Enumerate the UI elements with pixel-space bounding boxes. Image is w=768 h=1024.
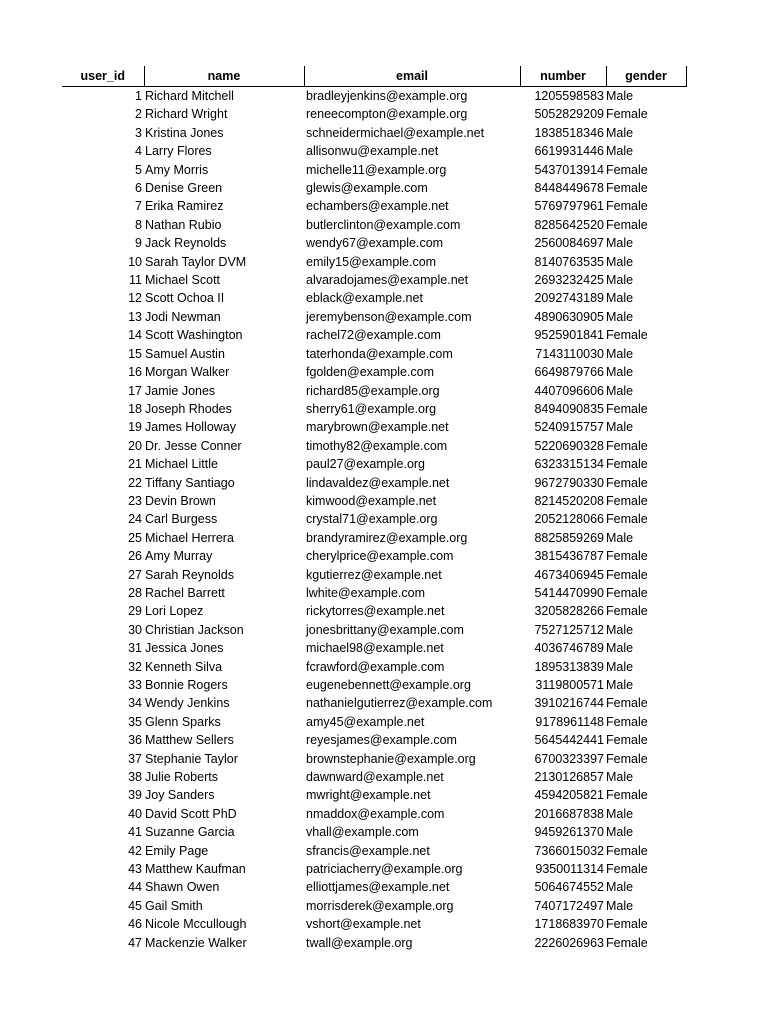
table-row <box>62 455 686 473</box>
cell-name: Nicole Mccullough <box>145 917 247 932</box>
cell-gender: Male <box>606 291 634 306</box>
cell-email: michelle11@example.org <box>306 162 447 177</box>
cell-user-id: 15 <box>128 346 142 361</box>
cell-name: Denise Green <box>145 181 223 196</box>
cell-user-id: 32 <box>128 659 142 674</box>
cell-email: morrisderek@example.org <box>306 898 454 913</box>
cell-gender: Female <box>606 162 648 177</box>
table-row <box>62 363 686 381</box>
cell-name: Amy Morris <box>145 162 209 177</box>
cell-email: glewis@example.com <box>306 181 428 196</box>
cell-number: 2130126857 <box>534 770 604 785</box>
cell-user-id: 1 <box>135 89 142 103</box>
cell-gender: Female <box>606 751 648 766</box>
cell-user-id: 35 <box>128 714 142 729</box>
cell-number: 9178961148 <box>535 714 604 729</box>
cell-name: Michael Little <box>145 457 218 472</box>
table-row <box>62 474 686 492</box>
cell-name: Stephanie Taylor <box>145 751 238 766</box>
table-row <box>62 823 686 841</box>
cell-number: 5414470990 <box>534 585 604 600</box>
table-row <box>62 731 686 749</box>
cell-number: 7143110030 <box>535 346 604 361</box>
cell-user-id: 21 <box>128 457 142 472</box>
table-row <box>62 915 686 933</box>
cell-email: patriciacherry@example.org <box>306 862 463 877</box>
cell-name: Sarah Reynolds <box>145 567 234 582</box>
cell-gender: Male <box>606 806 634 821</box>
cell-user-id: 14 <box>128 328 142 343</box>
cell-number: 2226026963 <box>534 935 604 950</box>
cell-email: nmaddox@example.com <box>306 806 445 821</box>
cell-user-id: 42 <box>128 843 142 858</box>
table-row <box>62 842 686 860</box>
cell-email: mwright@example.net <box>306 788 431 803</box>
cell-name: Wendy Jenkins <box>145 696 230 711</box>
cell-name: Samuel Austin <box>145 346 225 361</box>
cell-number: 5645442441 <box>534 733 604 748</box>
cell-number: 8448449678 <box>534 181 604 196</box>
cell-name: Gail Smith <box>145 898 203 913</box>
cell-number: 7527125712 <box>534 622 604 637</box>
table-row <box>62 897 686 915</box>
cell-user-id: 24 <box>128 512 142 527</box>
user-table-container <box>62 66 686 952</box>
cell-user-id: 18 <box>128 401 142 416</box>
cell-user-id: 28 <box>128 585 142 600</box>
table-row <box>62 418 686 436</box>
cell-gender: Female <box>606 199 648 214</box>
cell-gender: Male <box>606 825 634 840</box>
table-row <box>62 510 686 528</box>
cell-number: 5064674552 <box>534 880 604 895</box>
table-row <box>62 345 686 363</box>
cell-gender: Female <box>606 438 648 453</box>
cell-name: Erika Ramirez <box>145 199 224 214</box>
table-row <box>62 87 686 106</box>
cell-email: crystal71@example.org <box>306 512 438 527</box>
cell-user-id: 26 <box>128 549 142 564</box>
cell-email: richard85@example.org <box>306 383 440 398</box>
cell-name: Carl Burgess <box>145 512 218 527</box>
cell-name: Dr. Jesse Conner <box>145 438 242 453</box>
cell-user-id: 6 <box>135 181 142 196</box>
cell-user-id: 46 <box>128 917 142 932</box>
cell-gender: Female <box>606 696 648 711</box>
table-row <box>62 271 686 289</box>
cell-name: Scott Washington <box>145 328 243 343</box>
cell-name: Matthew Sellers <box>145 733 234 748</box>
cell-number: 7366015032 <box>534 843 604 858</box>
cell-number: 2052128066 <box>534 512 604 527</box>
cell-number: 3815436787 <box>534 549 604 564</box>
cell-email: echambers@example.net <box>306 199 449 214</box>
cell-user-id: 9 <box>135 236 142 251</box>
cell-number: 3910216744 <box>534 696 604 711</box>
table-row <box>62 584 686 602</box>
cell-gender: Female <box>606 567 648 582</box>
cell-number: 2092743189 <box>534 291 604 306</box>
column-header-name: name <box>144 66 304 87</box>
table-row <box>62 161 686 179</box>
cell-number: 9525901841 <box>534 328 604 343</box>
table-row <box>62 289 686 307</box>
cell-email: reyesjames@example.com <box>306 733 457 748</box>
column-header-user-id: user_id <box>62 66 144 87</box>
cell-email: timothy82@example.com <box>306 438 448 453</box>
table-row <box>62 529 686 547</box>
cell-user-id: 29 <box>128 604 142 619</box>
cell-user-id: 13 <box>128 309 142 324</box>
table-row <box>62 768 686 786</box>
cell-user-id: 16 <box>128 365 142 380</box>
cell-user-id: 5 <box>135 162 142 177</box>
cell-number: 1895313839 <box>534 659 604 674</box>
cell-name: Michael Scott <box>145 273 221 288</box>
cell-number: 6649879766 <box>534 365 604 380</box>
cell-name: Kenneth Silva <box>145 659 223 674</box>
cell-email: vshort@example.net <box>306 917 421 932</box>
cell-user-id: 45 <box>128 898 142 913</box>
cell-gender: Male <box>606 273 634 288</box>
cell-gender: Female <box>606 512 648 527</box>
cell-email: sfrancis@example.net <box>306 843 430 858</box>
table-row <box>62 437 686 455</box>
cell-gender: Female <box>606 788 648 803</box>
table-row <box>62 326 686 344</box>
cell-email: fcrawford@example.com <box>306 659 445 674</box>
cell-email: alvaradojames@example.net <box>306 273 469 288</box>
cell-email: nathanielgutierrez@example.com <box>306 696 493 711</box>
table-row <box>62 105 686 123</box>
cell-email: fgolden@example.com <box>306 365 435 380</box>
table-row <box>62 547 686 565</box>
cell-gender: Female <box>606 917 648 932</box>
cell-number: 8140763535 <box>534 254 604 269</box>
cell-gender: Male <box>606 678 634 692</box>
cell-name: Shawn Owen <box>145 880 220 895</box>
cell-user-id: 31 <box>128 641 142 656</box>
cell-number: 3205828266 <box>534 604 604 619</box>
table-row <box>62 234 686 252</box>
table-row <box>62 786 686 804</box>
cell-user-id: 27 <box>128 567 142 582</box>
cell-email: sherry61@example.org <box>306 401 437 416</box>
cell-user-id: 39 <box>128 788 142 803</box>
cell-number: 9350011314 <box>535 862 604 877</box>
cell-gender: Male <box>606 383 634 398</box>
cell-email: butlerclinton@example.com <box>306 217 461 232</box>
cell-number: 7407172497 <box>534 898 604 913</box>
cell-name: Matthew Kaufman <box>145 862 246 877</box>
cell-number: 9459261370 <box>534 825 604 840</box>
cell-email: eblack@example.net <box>306 291 423 306</box>
cell-email: michael98@example.net <box>306 641 444 656</box>
cell-user-id: 2 <box>135 107 142 122</box>
cell-name: Rachel Barrett <box>145 585 225 600</box>
cell-name: Suzanne Garcia <box>145 825 235 840</box>
table-row <box>62 308 686 326</box>
cell-email: schneidermichael@example.net <box>306 125 485 140</box>
cell-gender: Male <box>606 530 634 545</box>
cell-gender: Male <box>606 236 634 251</box>
cell-user-id: 44 <box>128 880 142 895</box>
table-row <box>62 492 686 510</box>
cell-number: 5052829209 <box>534 107 604 122</box>
cell-name: Jessica Jones <box>145 641 224 656</box>
cell-number: 6700323397 <box>534 751 604 766</box>
cell-gender: Female <box>606 862 648 877</box>
cell-user-id: 8 <box>135 217 142 232</box>
cell-name: Kristina Jones <box>145 125 224 140</box>
cell-email: cherylprice@example.com <box>306 549 454 564</box>
cell-email: allisonwu@example.net <box>306 144 439 159</box>
table-row <box>62 197 686 215</box>
cell-name: Bonnie Rogers <box>145 678 228 692</box>
cell-number: 2693232425 <box>534 273 604 288</box>
cell-gender: Female <box>606 843 648 858</box>
cell-number: 3119800571 <box>535 678 604 692</box>
table-row <box>62 713 686 731</box>
cell-email: kgutierrez@example.net <box>306 567 442 582</box>
table-row <box>62 621 686 639</box>
table-row <box>62 860 686 878</box>
cell-name: Emily Page <box>145 843 209 858</box>
cell-name: Larry Flores <box>145 144 212 159</box>
cell-email: elliottjames@example.net <box>306 880 450 895</box>
table-header <box>62 66 686 87</box>
cell-gender: Male <box>606 622 634 637</box>
cell-email: bradleyjenkins@example.org <box>306 89 468 103</box>
cell-name: Amy Murray <box>145 549 213 564</box>
cell-gender: Female <box>606 328 648 343</box>
cell-user-id: 7 <box>135 199 142 214</box>
cell-number: 2560084697 <box>534 236 604 251</box>
cell-email: jonesbrittany@example.com <box>306 622 464 637</box>
cell-number: 5220690328 <box>534 438 604 453</box>
cell-user-id: 36 <box>128 733 142 748</box>
cell-name: Mackenzie Walker <box>145 935 247 950</box>
cell-gender: Female <box>606 493 648 508</box>
cell-user-id: 17 <box>128 383 142 398</box>
cell-user-id: 33 <box>128 678 142 692</box>
cell-gender: Male <box>606 309 634 324</box>
cell-gender: Male <box>606 365 634 380</box>
cell-gender: Male <box>606 89 634 103</box>
cell-number: 1205598583 <box>534 89 604 103</box>
cell-user-id: 23 <box>128 493 142 508</box>
cell-gender: Male <box>606 770 634 785</box>
cell-gender: Male <box>606 125 634 140</box>
cell-name: Joy Sanders <box>145 788 215 803</box>
cell-email: twall@example.org <box>306 935 413 950</box>
cell-name: Richard Mitchell <box>145 89 234 103</box>
cell-number: 1718683970 <box>534 917 604 932</box>
cell-name: Julie Roberts <box>145 770 218 785</box>
cell-email: eugenebennett@example.org <box>306 678 471 692</box>
cell-email: brownstephanie@example.org <box>306 751 476 766</box>
cell-email: lindavaldez@example.net <box>306 475 450 490</box>
cell-name: Morgan Walker <box>145 365 230 380</box>
cell-email: rachel72@example.com <box>306 328 441 343</box>
table-row <box>62 639 686 657</box>
table-row <box>62 253 686 271</box>
cell-gender: Female <box>606 935 648 950</box>
cell-email: paul27@example.org <box>306 457 426 472</box>
cell-number: 6323315134 <box>534 457 604 472</box>
cell-number: 2016687838 <box>534 806 604 821</box>
cell-number: 5437013914 <box>534 162 604 177</box>
cell-gender: Female <box>606 217 648 232</box>
cell-name: Jodi Newman <box>145 309 221 324</box>
cell-gender: Female <box>606 733 648 748</box>
cell-gender: Female <box>606 475 648 490</box>
cell-number: 8285642520 <box>534 217 604 232</box>
cell-user-id: 25 <box>128 530 142 545</box>
cell-email: wendy67@example.com <box>306 236 444 251</box>
cell-number: 4673406945 <box>534 567 604 582</box>
cell-number: 8494090835 <box>534 401 604 416</box>
table-row <box>62 142 686 160</box>
header-row <box>62 66 686 87</box>
cell-name: Jack Reynolds <box>145 236 227 251</box>
cell-gender: Female <box>606 107 648 122</box>
cell-name: Sarah Taylor DVM <box>145 254 247 269</box>
user-table <box>62 66 687 952</box>
cell-email: brandyramirez@example.org <box>306 530 468 545</box>
cell-gender: Female <box>606 457 648 472</box>
cell-gender: Male <box>606 346 634 361</box>
cell-number: 8214520208 <box>534 493 604 508</box>
cell-name: Lori Lopez <box>145 604 204 619</box>
cell-user-id: 11 <box>129 273 142 288</box>
cell-gender: Female <box>606 714 648 729</box>
table-row <box>62 694 686 712</box>
column-header-number: number <box>520 66 606 87</box>
table-row <box>62 878 686 896</box>
cell-email: lwhite@example.com <box>306 585 425 600</box>
cell-name: Christian Jackson <box>145 622 244 637</box>
cell-name: Nathan Rubio <box>145 217 222 232</box>
cell-number: 4594205821 <box>534 788 604 803</box>
table-row <box>62 602 686 620</box>
column-header-email: email <box>304 66 520 87</box>
cell-name: Devin Brown <box>145 493 216 508</box>
cell-name: Scott Ochoa II <box>145 291 225 306</box>
cell-gender: Female <box>606 181 648 196</box>
cell-gender: Male <box>606 254 634 269</box>
cell-number: 4036746789 <box>534 641 604 656</box>
cell-gender: Male <box>606 898 634 913</box>
table-row <box>62 750 686 768</box>
cell-gender: Male <box>606 420 634 435</box>
cell-name: Glenn Sparks <box>145 714 221 729</box>
table-body <box>62 87 686 953</box>
cell-user-id: 41 <box>128 825 142 840</box>
cell-email: marybrown@example.net <box>306 420 449 435</box>
cell-number: 6619931446 <box>534 144 604 159</box>
cell-user-id: 12 <box>128 291 142 306</box>
cell-user-id: 38 <box>128 770 142 785</box>
cell-user-id: 4 <box>135 144 142 159</box>
cell-user-id: 40 <box>128 806 142 821</box>
cell-gender: Male <box>606 880 634 895</box>
cell-email: reneecompton@example.org <box>306 107 468 122</box>
cell-email: amy45@example.net <box>306 714 425 729</box>
cell-name: Richard Wright <box>145 107 228 122</box>
cell-name: David Scott PhD <box>145 806 237 821</box>
cell-user-id: 30 <box>128 622 142 637</box>
cell-gender: Male <box>606 641 634 656</box>
cell-gender: Male <box>606 144 634 159</box>
cell-email: rickytorres@example.net <box>306 604 445 619</box>
cell-user-id: 10 <box>128 254 142 269</box>
cell-email: emily15@example.com <box>306 254 437 269</box>
cell-user-id: 47 <box>128 935 142 950</box>
cell-email: dawnward@example.net <box>306 770 444 785</box>
cell-number: 5240915757 <box>534 420 604 435</box>
cell-number: 1838518346 <box>534 125 604 140</box>
cell-number: 4407096606 <box>534 383 604 398</box>
cell-gender: Female <box>606 585 648 600</box>
cell-number: 9672790330 <box>534 475 604 490</box>
cell-user-id: 3 <box>135 125 142 140</box>
table-row <box>62 658 686 676</box>
cell-email: jeremybenson@example.com <box>306 309 472 324</box>
cell-user-id: 22 <box>128 475 142 490</box>
table-row <box>62 805 686 823</box>
cell-name: James Holloway <box>145 420 237 435</box>
cell-gender: Female <box>606 401 648 416</box>
cell-name: Tiffany Santiago <box>145 475 235 490</box>
cell-number: 4890630905 <box>534 309 604 324</box>
cell-name: Joseph Rhodes <box>145 401 232 416</box>
cell-user-id: 34 <box>128 696 142 711</box>
cell-user-id: 19 <box>128 420 142 435</box>
cell-number: 5769797961 <box>534 199 604 214</box>
column-header-gender: gender <box>606 66 686 87</box>
cell-name: Jamie Jones <box>145 383 216 398</box>
cell-email: taterhonda@example.com <box>306 346 453 361</box>
cell-gender: Male <box>606 659 634 674</box>
table-row <box>62 382 686 400</box>
cell-number: 8825859269 <box>534 530 604 545</box>
cell-email: kimwood@example.net <box>306 493 437 508</box>
table-row <box>62 400 686 418</box>
table-row <box>62 216 686 234</box>
table-row <box>62 934 686 952</box>
table-row <box>62 676 686 694</box>
cell-user-id: 43 <box>128 862 142 877</box>
cell-user-id: 20 <box>128 438 142 453</box>
table-row <box>62 179 686 197</box>
table-row <box>62 566 686 584</box>
table-row <box>62 124 686 142</box>
cell-user-id: 37 <box>128 751 142 766</box>
cell-email: vhall@example.com <box>306 825 419 840</box>
cell-gender: Female <box>606 604 648 619</box>
cell-name: Michael Herrera <box>145 530 234 545</box>
cell-gender: Female <box>606 549 648 564</box>
